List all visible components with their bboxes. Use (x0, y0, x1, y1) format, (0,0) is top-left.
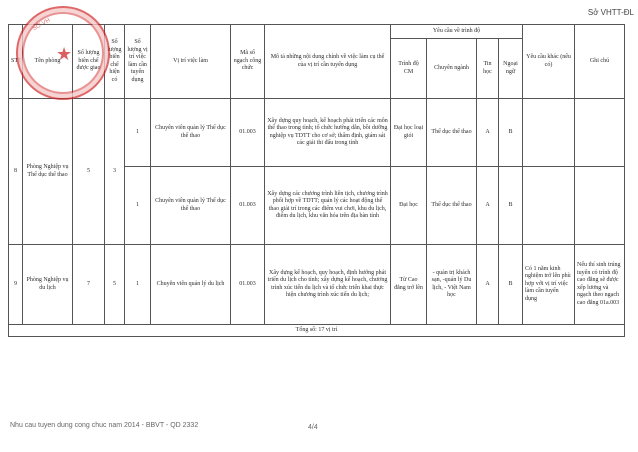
cell-phong: Phòng Nghiệp vụ Thể dục thể thao (23, 99, 73, 245)
cell-stt: 8 (9, 99, 23, 245)
cell-mo-ta: Xây dựng các chương trình liên tịch, chương trình phối hợp về TDTT; quản lý các hoạt động thể thao giải trí trong các điểm vui chơi, khu du lịch, điểm du lịch, khu văn hóa trên địa bàn tỉnh (265, 167, 391, 245)
col-stt: STT (9, 25, 23, 99)
cell-chuyen-nganh: Thể dục thể thao (427, 99, 477, 167)
col-ngoai-ngu: Ngoại ngữ (499, 39, 523, 99)
col-bien-che-giao: Số lượng biên chế được giao (73, 25, 105, 99)
col-yeu-cau-group: Yêu cầu về trình độ (391, 25, 523, 39)
cell-chuyen-nganh: Thể dục thể thao (427, 167, 477, 245)
table-row (9, 99, 625, 167)
col-tin-hoc: Tin học (477, 39, 499, 99)
cell-ma-so: 01.003 (231, 99, 265, 167)
cell-bien-che-hien-co: 3 (105, 99, 125, 245)
cell-ma-so: 01.003 (231, 245, 265, 325)
cell-mo-ta: Xây dựng quy hoạch, kế hoạch phát triển các môn thể thao trong tỉnh; tổ chức hướng dẫn, bồi dưỡng nghiệp vụ TDTT cho cơ sở; thẩm định, giám sát các giải thi đấu trong tỉnh (265, 99, 391, 167)
cell-ma-so: 01.003 (231, 167, 265, 245)
col-trinh-do: Trình độ CM (391, 39, 427, 99)
cell-can-tuyen: 1 (125, 99, 151, 167)
col-phong: Tên phòng (23, 25, 73, 99)
cell-ngoai-ngu: B (499, 167, 523, 245)
cell-bien-che-giao: 5 (73, 99, 105, 245)
footer-document-name: Nhu cau tuyen dung cong chuc nam 2014 - BBVT - QD 2332 (10, 422, 199, 429)
col-can-tuyen: Số lượng vị trí việc làm cần tuyển dụng (125, 25, 151, 99)
recruitment-table (8, 24, 625, 337)
cell-trinh-do: Từ Cao đẳng trở lên (391, 245, 427, 325)
cell-bien-che-hien-co: 5 (105, 245, 125, 325)
cell-vi-tri: Chuyên viên quản lý Thể dục thể thao (151, 99, 231, 167)
cell-mo-ta: Xây dựng kế hoạch, quy hoạch, định hướng phát triển du lịch cho tỉnh; xây dựng kế hoạch, chương trình xúc tiến du lịch và tổ chức triển khai thực hiện chương trình xúc tiến du lịch; (265, 245, 391, 325)
cell-chuyen-nganh: - quản trị khách sạn, -quản lý Du lịch, - Việt Nam học (427, 245, 477, 325)
cell-tin-hoc: A (477, 167, 499, 245)
cell-can-tuyen: 1 (125, 245, 151, 325)
cell-stt: 9 (9, 245, 23, 325)
cell-ngoai-ngu: B (499, 99, 523, 167)
col-vi-tri: Vị trí việc làm (151, 25, 231, 99)
star-icon: ★ (56, 44, 73, 64)
header-right-text: Sở VHTT-ĐL (587, 8, 634, 17)
cell-trinh-do: Đại học loại giỏi (391, 99, 427, 167)
cell-can-tuyen: 1 (125, 167, 151, 245)
cell-vi-tri: Chuyên viên quản lý Thể dục thể thao (151, 167, 231, 245)
cell-bien-che-giao: 7 (73, 245, 105, 325)
page-number: 4/4 (308, 424, 318, 431)
stamp-text: SỞ VH (31, 17, 52, 33)
cell-phong: Phòng Nghiệp vụ du lịch (23, 245, 73, 325)
col-ma-so: Mã số ngạch công chức (231, 25, 265, 99)
cell-tin-hoc: A (477, 99, 499, 167)
col-ghi-chu: Ghi chú (575, 25, 625, 99)
col-mo-ta: Mô tả những nội dung chính về việc làm cụ thể của vị trí cần tuyển dụng (265, 25, 391, 99)
table-row (9, 245, 625, 325)
total-row (9, 325, 625, 337)
cell-trinh-do: Đại học (391, 167, 427, 245)
cell-yeu-cau-khac (523, 167, 575, 245)
col-yeu-cau-khac: Yêu cầu khác (nếu có) (523, 25, 575, 99)
cell-ghi-chu (575, 167, 625, 245)
cell-yeu-cau-khac (523, 99, 575, 167)
cell-yeu-cau-khac: Có 1 năm kinh nghiệm trở lên phù hợp với vị trí việc làm cần tuyển dụng (523, 245, 575, 325)
cell-vi-tri: Chuyên viên quản lý du lịch (151, 245, 231, 325)
cell-tin-hoc: A (477, 245, 499, 325)
col-bien-che-hien-co: Số lượng biên chế hiện có (105, 25, 125, 99)
cell-ngoai-ngu: B (499, 245, 523, 325)
cell-ghi-chu: Nếu thí sinh trúng tuyển có trình độ cao đẳng sẽ được xếp lương và ngạch theo ngạch cao đẳng 01a.003 (575, 245, 625, 325)
col-chuyen-nganh: Chuyên ngành (427, 39, 477, 99)
total-label: Tổng số: 17 vị trí (9, 325, 625, 337)
cell-ghi-chu (575, 99, 625, 167)
